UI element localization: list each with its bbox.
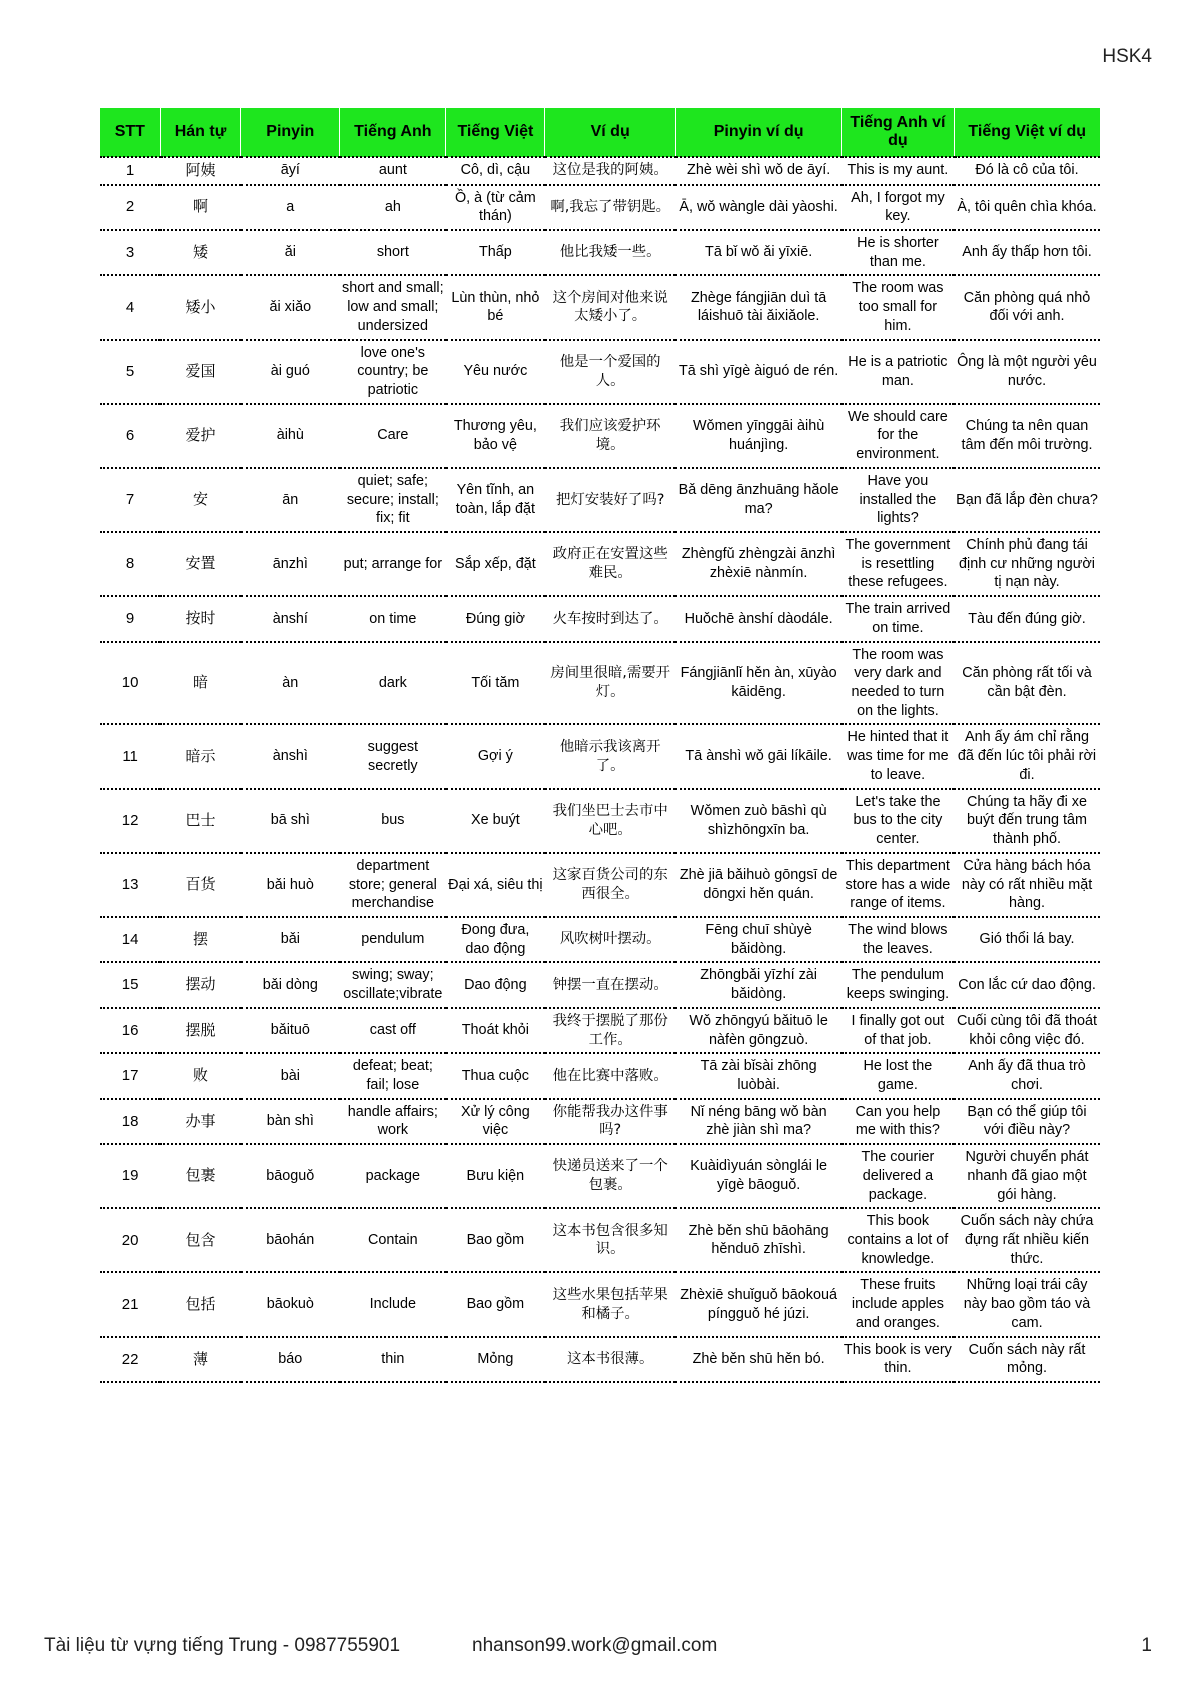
cell-pinyin: ān xyxy=(241,468,340,532)
cell-example-vietnamese: Tàu đến đúng giờ. xyxy=(954,596,1100,641)
cell-example-vietnamese: Anh ấy thấp hơn tôi. xyxy=(954,230,1100,275)
cell-hanzi: 矮 xyxy=(160,230,241,275)
table-row xyxy=(100,962,1100,1007)
cell-english: pendulum xyxy=(340,917,446,962)
table-row xyxy=(100,1144,1100,1208)
cell-vietnamese: Xử lý công việc xyxy=(446,1099,545,1144)
column-header-vietnamese: Tiếng Việt xyxy=(446,108,545,157)
cell-example-pinyin: Zhèngfǔ zhèngzài ānzhì zhèxiē nànmín. xyxy=(675,532,841,596)
cell-vietnamese: Sắp xếp, đặt xyxy=(446,532,545,596)
cell-hanzi: 安置 xyxy=(160,532,241,596)
cell-vietnamese: Cô, dì, cậu xyxy=(446,157,545,185)
cell-stt: 14 xyxy=(100,917,160,962)
cell-example: 钟摆一直在摆动。 xyxy=(545,962,676,1007)
cell-english: Contain xyxy=(340,1208,446,1272)
cell-example-english: Have you installed the lights? xyxy=(842,468,954,532)
cell-example: 这个房间对他来说太矮小了。 xyxy=(545,275,676,339)
cell-stt: 16 xyxy=(100,1008,160,1053)
cell-example-vietnamese: Anh ấy đã thua trò chơi. xyxy=(954,1053,1100,1098)
cell-example-pinyin: Ā, wǒ wàngle dài yàoshi. xyxy=(675,185,841,230)
cell-english: defeat; beat; fail; lose xyxy=(340,1053,446,1098)
cell-example-pinyin: Fēng chuī shùyè bǎidòng. xyxy=(675,917,841,962)
column-header-example-pinyin: Pinyin ví dụ xyxy=(675,108,841,157)
cell-vietnamese: Lùn thùn, nhỏ bé xyxy=(446,275,545,339)
cell-pinyin: bǎi dòng xyxy=(241,962,340,1007)
cell-example-pinyin: Tā shì yīgè àiguó de rén. xyxy=(675,340,841,404)
cell-example: 风吹树叶摆动。 xyxy=(545,917,676,962)
cell-hanzi: 薄 xyxy=(160,1337,241,1382)
cell-stt: 17 xyxy=(100,1053,160,1098)
cell-vietnamese: Thoát khỏi xyxy=(446,1008,545,1053)
cell-hanzi: 巴士 xyxy=(160,789,241,853)
cell-example-english: He is a patriotic man. xyxy=(842,340,954,404)
cell-pinyin: ànshì xyxy=(241,724,340,788)
cell-example: 他在比赛中落败。 xyxy=(545,1053,676,1098)
cell-example-english: These fruits include apples and oranges. xyxy=(842,1272,954,1336)
cell-example-english: Let's take the bus to the city center. xyxy=(842,789,954,853)
cell-hanzi: 包裹 xyxy=(160,1144,241,1208)
cell-english: love one's country; be patriotic xyxy=(340,340,446,404)
cell-vietnamese: Đại xá, siêu thị xyxy=(446,853,545,917)
cell-example-pinyin: Wǒ zhōngyú bǎituō le nàfèn gōngzuò. xyxy=(675,1008,841,1053)
cell-example: 这本书包含很多知识。 xyxy=(545,1208,676,1272)
cell-example: 政府正在安置这些难民。 xyxy=(545,532,676,596)
cell-hanzi: 暗示 xyxy=(160,724,241,788)
cell-stt: 6 xyxy=(100,404,160,468)
cell-stt: 13 xyxy=(100,853,160,917)
cell-vietnamese: Đong đưa, dao động xyxy=(446,917,545,962)
cell-example-english: The government is resettling these refugees. xyxy=(842,532,954,596)
table-row xyxy=(100,724,1100,788)
footer-page-number: 1 xyxy=(1141,1635,1152,1656)
cell-example-vietnamese: Người chuyển phát nhanh đã giao một gói hàng. xyxy=(954,1144,1100,1208)
cell-stt: 12 xyxy=(100,789,160,853)
cell-pinyin: báo xyxy=(241,1337,340,1382)
cell-example-vietnamese: Cuốn sách này chứa đựng rất nhiều kiến thức. xyxy=(954,1208,1100,1272)
cell-example-vietnamese: Chúng ta hãy đi xe buýt đến trung tâm thành phố. xyxy=(954,789,1100,853)
cell-stt: 3 xyxy=(100,230,160,275)
cell-example-pinyin: Fángjiānlǐ hěn àn, xūyào kāidēng. xyxy=(675,642,841,725)
cell-vietnamese: Tối tăm xyxy=(446,642,545,725)
table-row xyxy=(100,1208,1100,1272)
cell-english: suggest secretly xyxy=(340,724,446,788)
cell-example-english: The courier delivered a package. xyxy=(842,1144,954,1208)
cell-hanzi: 安 xyxy=(160,468,241,532)
cell-stt: 7 xyxy=(100,468,160,532)
cell-example-pinyin: Tā bǐ wǒ ǎi yīxiē. xyxy=(675,230,841,275)
cell-example: 这些水果包括苹果和橘子。 xyxy=(545,1272,676,1336)
cell-hanzi: 摆动 xyxy=(160,962,241,1007)
cell-english: quiet; safe; secure; install; fix; fit xyxy=(340,468,446,532)
cell-vietnamese: Dao động xyxy=(446,962,545,1007)
column-header-hanzi: Hán tự xyxy=(160,108,241,157)
column-header-example: Ví dụ xyxy=(545,108,676,157)
cell-example-english: He lost the game. xyxy=(842,1053,954,1098)
cell-stt: 22 xyxy=(100,1337,160,1382)
footer-email: nhanson99.work@gmail.com xyxy=(472,1635,718,1656)
cell-english: put; arrange for xyxy=(340,532,446,596)
cell-pinyin: ànshí xyxy=(241,596,340,641)
cell-stt: 9 xyxy=(100,596,160,641)
cell-vietnamese: Gợi ý xyxy=(446,724,545,788)
cell-example-vietnamese: Anh ấy ám chỉ rằng đã đến lúc tôi phải rời đi. xyxy=(954,724,1100,788)
cell-pinyin: àn xyxy=(241,642,340,725)
cell-hanzi: 摆脱 xyxy=(160,1008,241,1053)
cell-example-pinyin: Zhè běn shū bāohāng hěnduō zhīshì. xyxy=(675,1208,841,1272)
cell-example-pinyin: Zhèxiē shuǐguǒ bāokouá píngguǒ hé júzi. xyxy=(675,1272,841,1336)
cell-example-english: He hinted that it was time for me to leave. xyxy=(842,724,954,788)
cell-example: 把灯安装好了吗? xyxy=(545,468,676,532)
cell-example-english: He is shorter than me. xyxy=(842,230,954,275)
cell-example-vietnamese: Chính phủ đang tái định cư những người tị nạn này. xyxy=(954,532,1100,596)
cell-example-vietnamese: Chúng ta nên quan tâm đến môi trường. xyxy=(954,404,1100,468)
table-row xyxy=(100,157,1100,185)
column-header-example-english: Tiếng Anh ví dụ xyxy=(842,108,954,157)
cell-example: 你能帮我办这件事吗? xyxy=(545,1099,676,1144)
cell-hanzi: 百货 xyxy=(160,853,241,917)
table-row xyxy=(100,532,1100,596)
cell-hanzi: 包含 xyxy=(160,1208,241,1272)
table-header xyxy=(100,108,1100,157)
cell-english: aunt xyxy=(340,157,446,185)
cell-example: 我终于摆脱了那份工作。 xyxy=(545,1008,676,1053)
cell-example-pinyin: Tā zài bǐsài zhōng luòbài. xyxy=(675,1053,841,1098)
cell-english: swing; sway; oscillate;vibrate xyxy=(340,962,446,1007)
cell-example-english: This is my aunt. xyxy=(842,157,954,185)
cell-vietnamese: Ồ, à (từ cảm thán) xyxy=(446,185,545,230)
cell-example-english: The room was too small for him. xyxy=(842,275,954,339)
cell-pinyin: bài xyxy=(241,1053,340,1098)
cell-example-vietnamese: Bạn có thể giúp tôi với điều này? xyxy=(954,1099,1100,1144)
cell-stt: 4 xyxy=(100,275,160,339)
cell-pinyin: bāokuò xyxy=(241,1272,340,1336)
cell-stt: 20 xyxy=(100,1208,160,1272)
cell-example: 这位是我的阿姨。 xyxy=(545,157,676,185)
cell-stt: 21 xyxy=(100,1272,160,1336)
column-header-example-vietnamese: Tiếng Việt ví dụ xyxy=(954,108,1100,157)
cell-stt: 5 xyxy=(100,340,160,404)
cell-hanzi: 啊 xyxy=(160,185,241,230)
table-row xyxy=(100,789,1100,853)
cell-example-pinyin: Nǐ néng bāng wǒ bàn zhè jiàn shì ma? xyxy=(675,1099,841,1144)
table-row xyxy=(100,917,1100,962)
cell-pinyin: a xyxy=(241,185,340,230)
cell-pinyin: ài guó xyxy=(241,340,340,404)
cell-english: handle affairs; work xyxy=(340,1099,446,1144)
cell-stt: 8 xyxy=(100,532,160,596)
cell-stt: 15 xyxy=(100,962,160,1007)
cell-example: 这家百货公司的东西很全。 xyxy=(545,853,676,917)
cell-example-pinyin: Zhège fángjiān duì tā láishuō tài ǎixiǎole. xyxy=(675,275,841,339)
cell-pinyin: ǎi xiǎo xyxy=(241,275,340,339)
cell-vietnamese: Thương yêu, bảo vệ xyxy=(446,404,545,468)
cell-example: 他是一个爱国的人。 xyxy=(545,340,676,404)
cell-vietnamese: Thấp xyxy=(446,230,545,275)
cell-pinyin: bāohán xyxy=(241,1208,340,1272)
table-row xyxy=(100,340,1100,404)
table-row xyxy=(100,1008,1100,1053)
cell-stt: 1 xyxy=(100,157,160,185)
table-row xyxy=(100,853,1100,917)
column-header-english: Tiếng Anh xyxy=(340,108,446,157)
cell-pinyin: bǎi huò xyxy=(241,853,340,917)
cell-stt: 10 xyxy=(100,642,160,725)
cell-hanzi: 摆 xyxy=(160,917,241,962)
cell-vietnamese: Yên tĩnh, an toàn, lắp đặt xyxy=(446,468,545,532)
table-row xyxy=(100,275,1100,339)
cell-example-english: The pendulum keeps swinging. xyxy=(842,962,954,1007)
cell-example-pinyin: Wǒmen zuò bāshì qù shìzhōngxīn ba. xyxy=(675,789,841,853)
vocabulary-table xyxy=(100,108,1100,1383)
cell-hanzi: 爱国 xyxy=(160,340,241,404)
cell-example-vietnamese: Ông là một người yêu nước. xyxy=(954,340,1100,404)
cell-hanzi: 矮小 xyxy=(160,275,241,339)
table-row xyxy=(100,230,1100,275)
cell-english: cast off xyxy=(340,1008,446,1053)
cell-example-english: We should care for the environment. xyxy=(842,404,954,468)
cell-pinyin: bǎi xyxy=(241,917,340,962)
cell-example-pinyin: Zhōngbǎi yīzhí zài bǎidòng. xyxy=(675,962,841,1007)
cell-example-pinyin: Zhè jiā bǎihuò gōngsī de dōngxi hěn quán. xyxy=(675,853,841,917)
table-body xyxy=(100,157,1100,1382)
cell-english: thin xyxy=(340,1337,446,1382)
cell-example-vietnamese: Những loại trái cây này bao gồm táo và cam. xyxy=(954,1272,1100,1336)
cell-english: Care xyxy=(340,404,446,468)
cell-example-pinyin: Huǒchē ànshí dàodále. xyxy=(675,596,841,641)
cell-example-vietnamese: Cuối cùng tôi đã thoát khỏi công việc đó. xyxy=(954,1008,1100,1053)
cell-example-vietnamese: Cửa hàng bách hóa này có rất nhiều mặt hàng. xyxy=(954,853,1100,917)
cell-stt: 18 xyxy=(100,1099,160,1144)
table-row xyxy=(100,642,1100,725)
cell-example: 我们坐巴士去市中心吧。 xyxy=(545,789,676,853)
cell-example-pinyin: Tā ànshì wǒ gāi líkāile. xyxy=(675,724,841,788)
cell-example-vietnamese: À, tôi quên chìa khóa. xyxy=(954,185,1100,230)
cell-vietnamese: Thua cuộc xyxy=(446,1053,545,1098)
cell-example-english: This department store has a wide range of items. xyxy=(842,853,954,917)
cell-example: 这本书很薄。 xyxy=(545,1337,676,1382)
table-row xyxy=(100,596,1100,641)
table-row xyxy=(100,1272,1100,1336)
cell-pinyin: bàn shì xyxy=(241,1099,340,1144)
cell-hanzi: 爱护 xyxy=(160,404,241,468)
cell-stt: 19 xyxy=(100,1144,160,1208)
table-row xyxy=(100,404,1100,468)
cell-example-vietnamese: Căn phòng rất tối và cần bật đèn. xyxy=(954,642,1100,725)
cell-example-vietnamese: Con lắc cứ dao động. xyxy=(954,962,1100,1007)
cell-pinyin: ǎi xyxy=(241,230,340,275)
cell-english: Include xyxy=(340,1272,446,1336)
cell-hanzi: 暗 xyxy=(160,642,241,725)
cell-hanzi: 按时 xyxy=(160,596,241,641)
cell-english: dark xyxy=(340,642,446,725)
cell-example: 啊,我忘了带钥匙。 xyxy=(545,185,676,230)
cell-pinyin: ānzhì xyxy=(241,532,340,596)
cell-hanzi: 办事 xyxy=(160,1099,241,1144)
cell-example-english: I finally got out of that job. xyxy=(842,1008,954,1053)
cell-example-pinyin: Zhè běn shū hěn bó. xyxy=(675,1337,841,1382)
cell-example-english: Can you help me with this? xyxy=(842,1099,954,1144)
cell-example-vietnamese: Đó là cô của tôi. xyxy=(954,157,1100,185)
cell-english: on time xyxy=(340,596,446,641)
table-row xyxy=(100,1099,1100,1144)
cell-english: short xyxy=(340,230,446,275)
header-tag: HSK4 xyxy=(1102,46,1152,67)
cell-example-vietnamese: Gió thổi lá bay. xyxy=(954,917,1100,962)
cell-example-english: The wind blows the leaves. xyxy=(842,917,954,962)
cell-example-vietnamese: Bạn đã lắp đèn chưa? xyxy=(954,468,1100,532)
cell-example-vietnamese: Cuốn sách này rất mỏng. xyxy=(954,1337,1100,1382)
table-row xyxy=(100,1337,1100,1382)
table-row xyxy=(100,468,1100,532)
cell-example-vietnamese: Căn phòng quá nhỏ đối với anh. xyxy=(954,275,1100,339)
cell-example-english: The room was very dark and needed to turn on the lights. xyxy=(842,642,954,725)
cell-pinyin: bāoguǒ xyxy=(241,1144,340,1208)
cell-english: short and small; low and small; undersized xyxy=(340,275,446,339)
cell-vietnamese: Bưu kiện xyxy=(446,1144,545,1208)
cell-example: 他暗示我该离开了。 xyxy=(545,724,676,788)
cell-example-pinyin: Bǎ dēng ānzhuāng hǎole ma? xyxy=(675,468,841,532)
cell-hanzi: 败 xyxy=(160,1053,241,1098)
cell-example: 我们应该爱护环境。 xyxy=(545,404,676,468)
cell-stt: 11 xyxy=(100,724,160,788)
cell-hanzi: 包括 xyxy=(160,1272,241,1336)
cell-english: package xyxy=(340,1144,446,1208)
cell-example: 火车按时到达了。 xyxy=(545,596,676,641)
cell-example-english: Ah, I forgot my key. xyxy=(842,185,954,230)
cell-vietnamese: Bao gồm xyxy=(446,1208,545,1272)
cell-english: ah xyxy=(340,185,446,230)
cell-example-english: This book contains a lot of knowledge. xyxy=(842,1208,954,1272)
cell-english: department store; general merchandise xyxy=(340,853,446,917)
cell-pinyin: bǎituō xyxy=(241,1008,340,1053)
column-header-pinyin: Pinyin xyxy=(241,108,340,157)
cell-example: 房间里很暗,需要开灯。 xyxy=(545,642,676,725)
cell-pinyin: àihù xyxy=(241,404,340,468)
cell-example-english: The train arrived on time. xyxy=(842,596,954,641)
cell-example-english: This book is very thin. xyxy=(842,1337,954,1382)
cell-example-pinyin: Zhè wèi shì wǒ de āyí. xyxy=(675,157,841,185)
cell-example-pinyin: Kuàidìyuán sònglái le yīgè bāoguǒ. xyxy=(675,1144,841,1208)
cell-stt: 2 xyxy=(100,185,160,230)
cell-example-pinyin: Wǒmen yīnggāi àihù huánjìng. xyxy=(675,404,841,468)
cell-vietnamese: Đúng giờ xyxy=(446,596,545,641)
cell-vietnamese: Yêu nước xyxy=(446,340,545,404)
cell-pinyin: āyí xyxy=(241,157,340,185)
cell-pinyin: bā shì xyxy=(241,789,340,853)
cell-vietnamese: Mỏng xyxy=(446,1337,545,1382)
cell-hanzi: 阿姨 xyxy=(160,157,241,185)
cell-vietnamese: Xe buýt xyxy=(446,789,545,853)
table-row xyxy=(100,185,1100,230)
table-row xyxy=(100,1053,1100,1098)
cell-vietnamese: Bao gồm xyxy=(446,1272,545,1336)
cell-example: 他比我矮一些。 xyxy=(545,230,676,275)
column-header-stt: STT xyxy=(100,108,160,157)
footer-document-title: Tài liệu từ vựng tiếng Trung - 0987755901 xyxy=(44,1635,401,1656)
cell-english: bus xyxy=(340,789,446,853)
cell-example: 快递员送来了一个包裹。 xyxy=(545,1144,676,1208)
